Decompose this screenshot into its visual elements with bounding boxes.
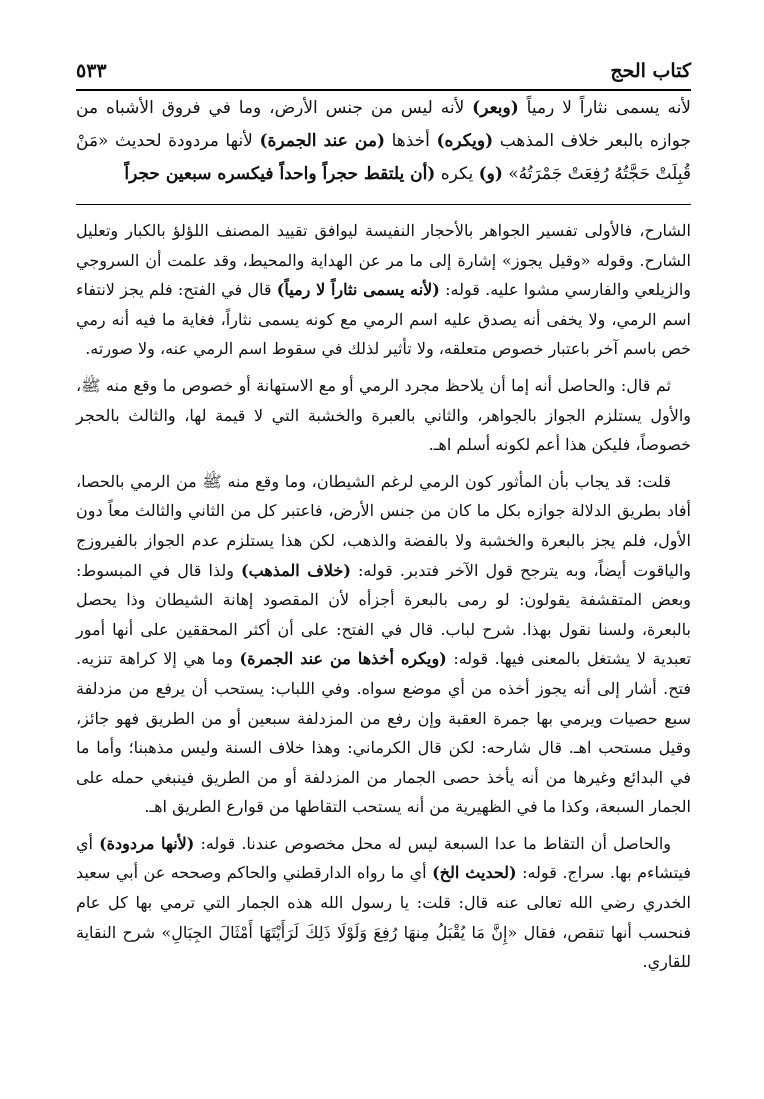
main-text-segment: أخذها [384, 131, 437, 151]
main-text-bold-segment: (و) [478, 164, 503, 184]
main-text-bold-segment: (وبعر) [472, 98, 519, 118]
main-text-segment: لأنه ليس من جنس الأرض، وما في فروق الأشباه من جوازه بالبعر خلاف المذهب [76, 98, 691, 151]
commentary-bold-segment: (خلاف المذهب) [241, 560, 351, 580]
commentary-segment: ثم قال: والحاصل أنه إما أن يلاحظ مجرد الرمي أو مع الاستهانة أو خصوص ما وقع منه ﷺ، والأول يستلزم الجواز بالجواهر، والثاني بالعبرة والخشبة التي لا قيمة لها، والثالث بالحجر خصوصاً، فليكن هذا أعم لكونه أسلم اهـ. [76, 375, 691, 455]
main-text-bold-segment: (من عند الجمرة) [259, 131, 385, 151]
commentary-segment: ولذا قال في المبسوط: وبعض المتقشفة يقولون: لو رمى بالبعرة أجزأه لأن المقصود إهانة الشيطان وذا يحصل بالبعرة، ولسنا نقول بهذا. شرح لباب. قال في الفتح: على أن أكثر المحققين على أنها أمور تعبدية لا يشتغل بالمعنى فيها. قوله: [76, 560, 692, 669]
commentary-paragraph [76, 216, 691, 364]
main-text [76, 92, 691, 191]
commentary-segment: الشارح، فالأولى تفسير الجواهر بالأحجار النفيسة ليوافق تقييد المصنف اللؤلؤ بالكبار وتعليل الشارح. وقوله «وقيل يجوز» إشارة إلى ما مر عن الهداية والمحيط، وقد علمت أن السروجي والزيلعي والفارسي مشوا عليه. قوله: [76, 221, 691, 300]
main-text-segment: يكره [435, 164, 479, 184]
commentary-segment: وما هي إلا كراهة تنزيه. فتح. أشار إلى أنه يجوز أخذه من أي موضع سواه. وفي اللباب: يستحب أن يرفع من مزدلفة سبع حصيات ويرمي بها جمرة العقبة وإن رفع من المزدلفة سبعين أو من الطريق فهو جائز، وقيل مستحب اهـ. قال شارحه: لكن قال الكرماني: وهذا خلاف السنة وليس مذهبنا؛ وأما ما في البدائع وغيرها من أنه يأخذ حصى الجمار من المزدلفة أو من الطريق فينبغي حمله على الجمار السبعة، وكذا ما في الظهيرية من أنه يستحب التقاطها من قوارع الطريق اهـ. [76, 649, 691, 817]
commentary-bold-segment: (لأنه يسمى نثاراً لا رمياً) [276, 280, 440, 300]
page-header [76, 60, 691, 90]
header-rule [76, 89, 691, 91]
main-paragraph [76, 92, 691, 191]
separator-rule [76, 204, 691, 205]
commentary-paragraph [76, 371, 691, 460]
commentary-text [76, 216, 691, 984]
commentary-bold-segment: (ويكره أخذها من عند الجمرة) [239, 649, 447, 669]
commentary-segment: قال في الفتح: فلم يجز لانتفاء اسم الرمي، ولا يخفى أنه يصدق عليه اسم الرمي مع كونه يسمى نثاراً، فغاية ما فيه أنه رمي خص باسم آخر باعتبار خصوص متعلقه، ولا تأثير لذلك في سقوط اسم الرمي عنه، ولا صورته. [76, 280, 691, 359]
commentary-bold-segment: (لحديث الخ) [432, 863, 517, 883]
main-text-bold-segment: (ويكره) [436, 131, 494, 151]
commentary-segment: أي فيتشاءم بها. سراج. قوله: [76, 833, 692, 883]
commentary-bold-segment: (لأنها مردودة) [99, 833, 195, 853]
commentary-segment: قلت: قد يجاب بأن المأثور كون الرمي لرغم الشيطان، وما وقع منه ﷺ من الرمي بالحصا، أفاد بطريق الدلالة جوازه بكل ما كان من جنس الأرض، فاعتبر كل من الثاني والثالث معاً دون الأول، فلم يجز بالبعرة والخشبة ولا بالفضة والذهب، لكن هذا يستلزم عدم الجواز بالفيروزج والياقوت أيضاً، وبه يترجح قول الآخر فتدبر. قوله: [76, 471, 692, 580]
commentary-segment: أي ما رواه الدارقطني والحاكم وصححه عن أبي سعيد الخدري رضي الله تعالى عنه قال: قلت: يا رسول الله هذه الجمار التي ترمي بها كل عام فنحسب أنها تنقص، فقال «إِنَّ مَا يُقْبَلُ مِنهَا رُفِعَ وَلَوْلَا ذَلِكَ لَرَأَيْتَهَا أَمْثَالَ الجِبَالِ» شرح النقاية للقاري. [76, 863, 692, 972]
commentary-paragraph [76, 467, 691, 822]
main-text-bold-segment: (أن يلتقط حجراً واحداً فيكسره سبعين حجراً [124, 164, 436, 184]
page-number: ٥٣٣ [76, 60, 107, 82]
commentary-paragraph [76, 829, 691, 977]
commentary-segment: والحاصل أن التقاط ما عدا السبعة ليس له محل مخصوص عندنا. قوله: [194, 833, 672, 853]
main-text-segment: لأنها مردودة لحديث «مَنْ قُبِلَتْ حَجَّتُهُ رُفِعَتْ جَمْرَتُهُ» [76, 131, 691, 184]
running-title: كتاب الحج [610, 60, 691, 82]
main-text-segment: لأنه يسمى نثاراً لا رمياً [518, 98, 692, 118]
